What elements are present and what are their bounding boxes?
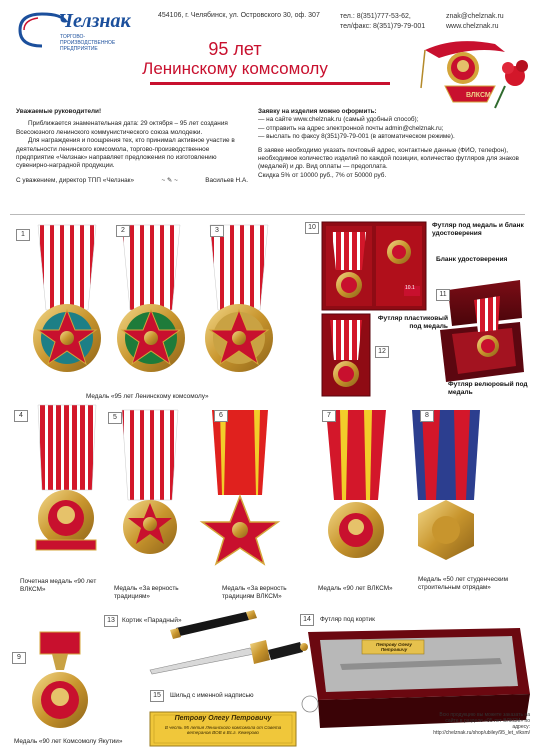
order-heading: Заявку на изделия можно оформить: — [258, 108, 377, 115]
medal-7[interactable] — [326, 410, 386, 558]
item-number-12: 12 — [375, 346, 389, 358]
caption-name-plate: Шильд с именной надписью — [170, 692, 254, 699]
item-number-8: 8 — [420, 410, 434, 422]
fax: тел/факс: 8(351)79-79-001 — [340, 23, 426, 30]
plate-name: Петрову Олегу Петровичу — [174, 715, 272, 722]
medal-4[interactable] — [36, 405, 96, 550]
caption-medal-5: Медаль «За верность традициям» — [114, 585, 179, 600]
caption-medal-9: Медаль «90 лет Комсомолу Якутии» — [14, 738, 123, 745]
letter-paragraph-2: Для награждения и поощрения тех, кто принимал активное участие в деятельности ленинского комсомола, торгово-производственное предприятие «Челзнак» направляет предложения по изготовлению сувенирно-наградной продукции. — [16, 137, 235, 170]
case-with-certificate[interactable] — [322, 222, 426, 310]
caption-plastic-case: Футляр пластиковый под медаль — [377, 315, 448, 330]
page-title: 95 лет Ленинскому комсомолу — [142, 39, 328, 78]
item-number-4: 4 — [14, 410, 28, 422]
signature-icon: ~ ✎ ~ — [161, 176, 178, 184]
footer-url-link[interactable]: http://chelznak.ru/shop/ubiley/95_let_vlksm/ — [433, 730, 530, 736]
caption-certificate-blank: Бланк удостоверения — [436, 256, 508, 263]
item-number-14: 14 — [300, 614, 314, 626]
item-number-2: 2 — [116, 225, 130, 237]
address: 454106, г. Челябинск, ул. Островского 30, оф. 307 — [158, 12, 320, 19]
caption-medal-7: Медаль «90 лет ВЛКСМ» — [318, 585, 393, 592]
footer-note: Всю продукцию вы можете заказать на сайте в разделе «95 лет ВЛКСМ» по адресу: http://chelznak.ru/shop/ubiley/95_let_vlksm/ — [430, 712, 530, 736]
zoom-lens — [302, 696, 318, 712]
item-number-11: 11 — [436, 289, 450, 301]
item-number-13: 13 — [104, 615, 118, 627]
medal-9[interactable] — [32, 632, 88, 728]
caption-medal-95: Медаль «95 лет Ленинскому комсомолу» — [86, 393, 209, 400]
item-number-15: 15 — [150, 690, 164, 702]
item-number-5: 5 — [108, 412, 122, 424]
medal-1[interactable] — [33, 225, 101, 372]
caption-case-certificate: Футляр под медаль и бланк удостоверения — [432, 222, 524, 237]
phone: тел.: 8(351)777-53-62, — [340, 13, 411, 20]
letter-signature: С уважением, директор ТПП «Челзнак» ~ ✎ ~ Васильев Н.А. — [16, 176, 248, 184]
item-number-7: 7 — [322, 410, 336, 422]
order-option-fax: — выслать по факсу 8(351)79-79-001 (в автоматическом режиме). — [258, 133, 455, 141]
caption-medal-6: Медаль «За верность традициям ВЛКСМ» — [222, 585, 287, 600]
letter-paragraph-1: Приближается знаменательная дата: 29 октября – 95 лет создания Всесоюзного ленинского коммунистического союза молодежи. — [16, 120, 228, 136]
plastic-case[interactable] — [322, 314, 370, 396]
caption-medal-4: Почетная медаль «90 лет ВЛКСМ» — [20, 578, 97, 593]
medal-8[interactable] — [412, 410, 480, 560]
item-number-1: 1 — [16, 229, 30, 241]
medal-5[interactable] — [122, 410, 178, 554]
order-option-email: — отправить на адрес электронной почты admin@chelznak.ru; — [258, 124, 444, 132]
item-number-9: 9 — [12, 652, 26, 664]
medal-2[interactable] — [117, 225, 185, 372]
logo-subtitle: ТОРГОВО-ПРОИЗВОДСТВЕННОЕ ПРЕДПРИЯТИЕ — [60, 34, 116, 52]
item-number-3: 3 — [210, 225, 224, 237]
medal-6[interactable] — [202, 410, 278, 564]
box-number: 10.1 — [405, 285, 415, 291]
caption-velvet-case: Футляр велюровый под медаль — [448, 381, 528, 396]
medal-3[interactable] — [205, 225, 273, 372]
email-link[interactable]: znak@chelznak.ru — [446, 13, 504, 20]
case-plate-text: Петрову Олегу Петровичу — [376, 642, 412, 652]
emblem-label: ВЛКСМ — [466, 92, 491, 99]
order-note: В заявке необходимо указать почтовый адрес, контактные данные (ФИО, телефон), необходимое количество изделий по каждой позиции, количество футляров для знаков (медалей) и др. Вид оплаты — предоплата. — [258, 146, 519, 171]
order-discount: Скидка 5% от 10000 руб., 7% от 50000 руб. — [258, 171, 387, 179]
order-option-site: — на сайте www.chelznak.ru (самый удобный способ); — [258, 116, 419, 124]
item-number-6: 6 — [214, 410, 228, 422]
site-link[interactable]: www.chelznak.ru — [446, 23, 499, 30]
velvet-case[interactable] — [440, 280, 524, 382]
caption-medal-8: Медаль «50 лет студенческим строительным отрядам» — [418, 576, 508, 591]
plate-subtitle: В честь 95 летия Ленинского комсомола от Совета ветеранов ВОВ в Вс.г. Кемерово — [164, 725, 282, 736]
item-number-10: 10 — [305, 222, 319, 234]
caption-dagger-case: Футляр под кортик — [320, 616, 375, 623]
logo-text: Челзнак — [58, 10, 131, 32]
caption-dagger: Кортик «Парадный» — [122, 617, 182, 624]
letter-greeting: Уважаемые руководители! — [16, 108, 102, 115]
